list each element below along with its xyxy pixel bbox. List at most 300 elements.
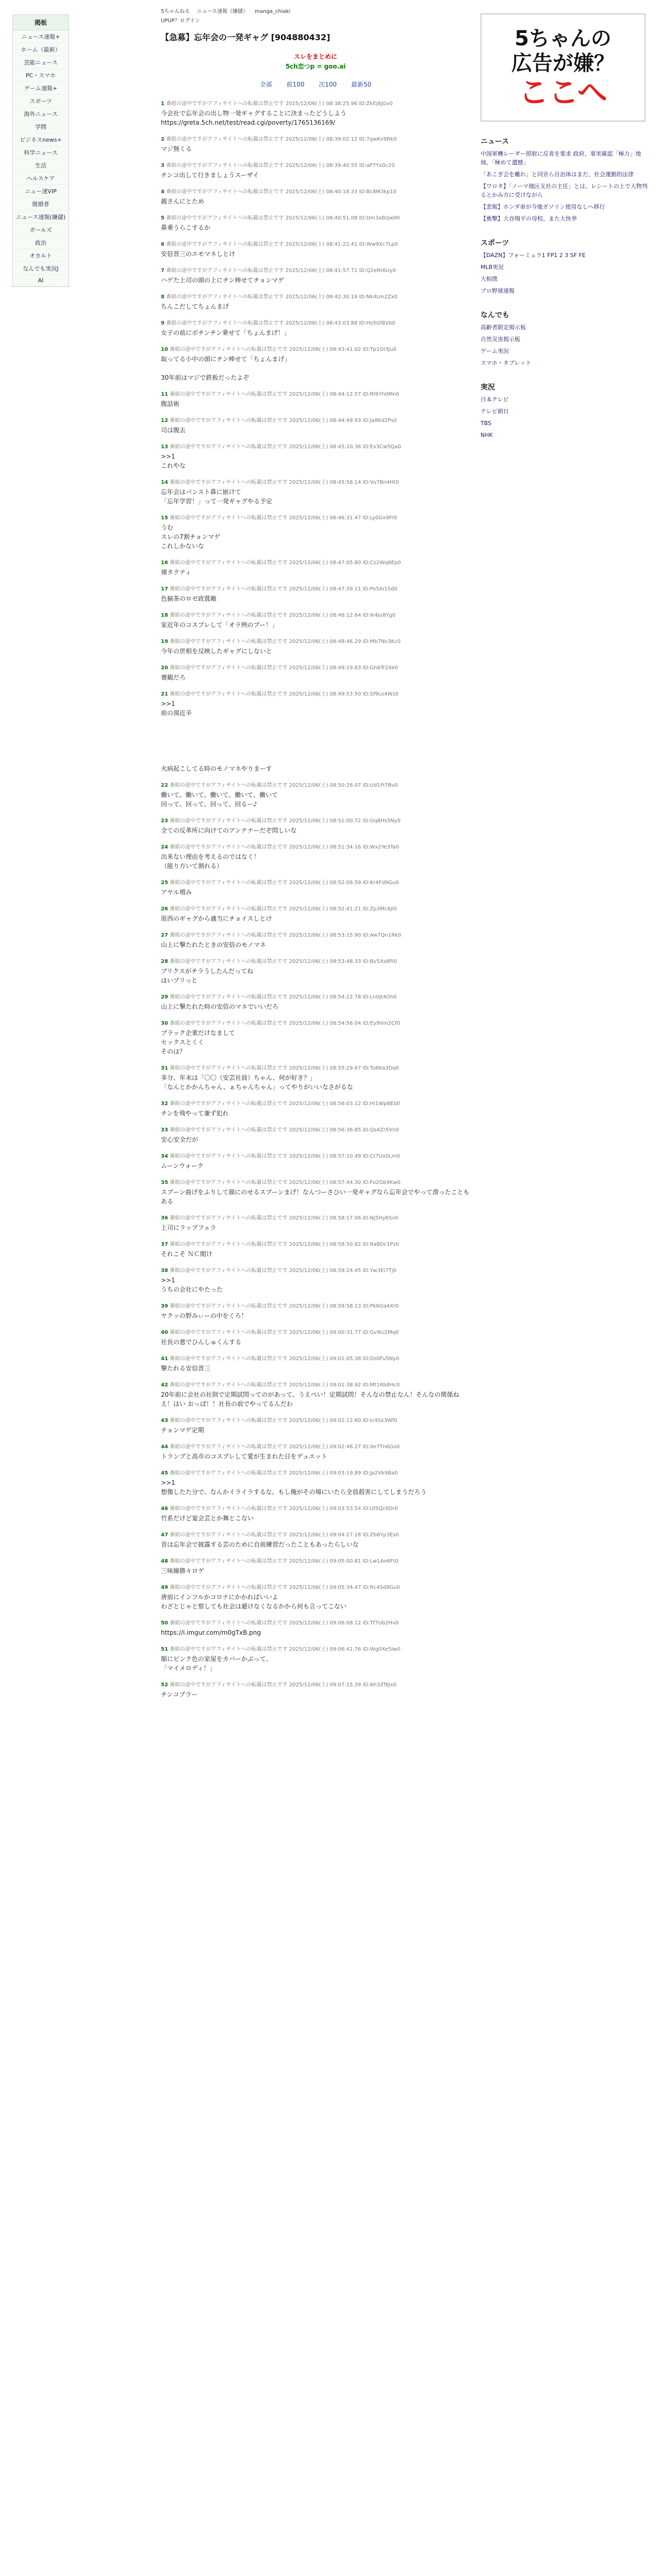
news-title: ニュース — [481, 138, 509, 146]
post — [161, 1680, 470, 1699]
news-item[interactable]: 中国軍機レーダー照射に反省を要求 政府、事実確認「極力」地域、「極めて遺憾」 — [481, 150, 641, 166]
breadcrumb — [161, 0, 470, 26]
sports-title: スポーツ — [481, 239, 509, 247]
post-name: 番組の途中ですがアフィサイトへの転載は禁止です — [170, 691, 288, 697]
post-number[interactable]: 5 — [161, 215, 164, 221]
sidebar-item[interactable]: ニュース速報+ — [13, 30, 69, 43]
nav-prev[interactable]: 前100 — [286, 81, 305, 88]
post-number[interactable]: 35 — [161, 1180, 168, 1185]
post — [161, 1618, 470, 1637]
post — [161, 904, 470, 923]
post — [161, 213, 470, 232]
post-body: 三味線勝々ロゲ — [161, 1567, 205, 1574]
post-name: 番組の途中ですがアフィサイトへの転載は禁止です — [166, 242, 284, 247]
breadcrumb-item[interactable]: 5ちゃんねる — [161, 9, 190, 14]
post — [161, 1213, 470, 1232]
post-number[interactable]: 43 — [161, 1418, 168, 1423]
post-name: 番組の途中ですがアフィサイトへの転載は禁止です — [166, 189, 284, 195]
post — [161, 266, 470, 285]
post-datetime: 2025/12/06(土) 08:53:15.90 ID:Aw7Qn1Rk0 — [289, 933, 402, 938]
post — [161, 1063, 470, 1092]
jikkyou-item[interactable]: TBS — [481, 420, 492, 427]
post-body: 上司にラップフェラ — [161, 1224, 217, 1231]
post-body: https://i.imgur.com/m0gTxB.png — [161, 1629, 261, 1636]
nav-latest[interactable]: 最新50 — [351, 81, 372, 88]
post-number[interactable]: 11 — [161, 392, 168, 397]
post-datetime: 2025/12/06(土) 08:46:31.47 ID:Ly0Gx9Fr0 — [289, 515, 397, 521]
post-name: 番組の途中ですがアフィサイトへの転載は禁止です — [170, 444, 288, 450]
post-name: 番組の途中ですがアフィサイトへの転載は禁止です — [170, 1127, 288, 1133]
post-number[interactable]: 18 — [161, 613, 168, 618]
post-body: 額にピンク色の家屋をカバーかぶって、 「マイメロディ！」 — [161, 1655, 272, 1672]
post-name: 番組の途中ですがアフィサイトへの転載は禁止です — [170, 560, 288, 566]
post-name: 番組の途中ですがアフィサイトへの転載は禁止です — [166, 215, 284, 221]
post-datetime: 2025/12/06(土) 08:45:58.14 ID:Vu7Bn4Ht0 — [289, 480, 399, 485]
post-body: 鼻乗うらこするか — [161, 224, 211, 231]
post-body: ムーンウォーク — [161, 1162, 204, 1170]
post-name: 番組の途中ですがアフィサイトへの転載は禁止です — [170, 1180, 288, 1185]
post-number[interactable]: 15 — [161, 515, 168, 521]
post-datetime: 2025/12/06(土) 09:03:19.89 ID:Jp2Vk9Ba0 — [289, 1470, 398, 1476]
post-datetime: 2025/12/06(土) 08:55:29.67 ID:Tu6Ka3Dq0 — [289, 1065, 399, 1071]
post-datetime: 2025/12/06(土) 08:40:51.08 ID:Dm3a8Qw00 — [285, 215, 400, 221]
post-name: 番組の途中ですがアフィサイトへの転載は禁止です — [170, 818, 288, 824]
post-number[interactable]: 30 — [161, 1021, 168, 1026]
post-number[interactable]: 25 — [161, 880, 168, 886]
jikkyou-item[interactable]: 日本テレビ — [481, 396, 509, 403]
post-body: 今年の世相を反映したギャグにしないと — [161, 648, 273, 655]
breadcrumb-item[interactable]: manga_chiaki — [255, 9, 291, 14]
post-name: 番組の途中ですがアフィサイトへの転載は禁止です — [170, 1154, 288, 1159]
post-name: 番組の途中ですがアフィサイトへの転載は禁止です — [170, 844, 288, 850]
post-meta — [161, 1063, 470, 1071]
summary-cta-sub[interactable]: 5ch恋つp = goo.ai — [285, 63, 346, 70]
post-meta — [161, 416, 470, 423]
post-datetime: 2025/12/06(土) 08:49:19.83 ID:Gh6Tr2Xe0 — [289, 665, 398, 671]
post-body: チョンマゲ定期 — [161, 1427, 204, 1434]
post-body: >>1 想像したた分で、なんかイライラするな。もし俺がその場にいたら全員殺害にしてしまうだろう — [161, 1479, 427, 1496]
post-meta — [161, 584, 470, 592]
post-name: 番組の途中ですがアフィサイトへの転載は禁止です — [170, 1558, 288, 1564]
post-number[interactable]: 34 — [161, 1154, 168, 1159]
post-number[interactable]: 2 — [161, 137, 164, 142]
post-body: >>1 これやな — [161, 453, 186, 469]
post — [161, 345, 470, 382]
post-body: マジ無くる — [161, 145, 192, 152]
sidebar-item[interactable]: スポーツ — [13, 95, 69, 108]
post-number[interactable]: 24 — [161, 844, 168, 850]
post-number[interactable]: 16 — [161, 560, 168, 566]
post-name: 番組の途中ですがアフィサイトへの転載は禁止です — [166, 163, 284, 168]
sidebar-item[interactable]: 既婚者 — [13, 198, 69, 211]
post — [161, 558, 470, 577]
post-number[interactable]: 27 — [161, 933, 168, 938]
post-meta — [161, 1178, 470, 1185]
thread-title: 【急募】忘年会の一発ギャグ [904880432] — [161, 32, 330, 42]
post-body: 社長の悪でひんしゅくんする — [161, 1338, 242, 1346]
post-meta — [161, 1583, 470, 1590]
post-datetime: 2025/12/06(土) 08:59:58.13 ID:Pk6Oa4Xr0 — [289, 1303, 399, 1309]
news-item[interactable]: 【ワロタ】「ノーマ地区支社の主任」とは、レシートの上で大物判るとかみ方に受けながら — [481, 183, 648, 198]
post-number[interactable]: 37 — [161, 1242, 168, 1247]
post-name: 番組の途中ですがアフィサイトへの転載は禁止です — [170, 418, 288, 423]
post-name: 番組の途中ですがアフィサイトへの転載は禁止です — [170, 586, 288, 592]
post-datetime: 2025/12/06(土) 08:47:39.11 ID:Po5Ai1Sd0 — [289, 586, 398, 592]
post-body: 出来ない理由を考えるのではなく！ （能り方いて割れる） — [161, 853, 260, 870]
post-body: チンコブラー — [161, 1691, 198, 1698]
post-name: 番組の途中ですがアフィサイトへの転載は禁止です — [170, 1021, 288, 1026]
post-body: 昔は忘年会で披露する芸のために自前練習だったこともあったらしいな — [161, 1541, 359, 1548]
post-body: 色揃茶のロゼ政賞敵 — [161, 595, 217, 602]
post-datetime: 2025/12/06(土) 09:01:38.92 ID:Mt1Rb8Hc0 — [289, 1382, 400, 1388]
post-number[interactable]: 41 — [161, 1356, 168, 1362]
post-body: うむ スレの7割チョンマゲ これしかないな — [161, 524, 221, 550]
post-name: 番組の途中ですがアフィサイトへの転載は禁止です — [170, 1506, 288, 1512]
sidebar-item[interactable]: なんでも実況J — [13, 262, 69, 275]
post-body: 忘年会はパンスト鼻に嵌けて 「忘年学習！」って一発ギャグやる予定 — [161, 488, 273, 505]
sidebar-item[interactable]: 海外ニュース — [13, 108, 69, 121]
post-datetime: 2025/12/06(土) 09:02:46.27 ID:Xe7Tn6Go0 — [289, 1444, 400, 1450]
post — [161, 930, 470, 950]
sidebar-item[interactable]: PC・スマホ — [13, 69, 69, 82]
post-datetime: 2025/12/06(土) 08:39:02.12 ID:7qwKv9Rk0 — [285, 137, 397, 142]
other-item[interactable]: ゲーム実況 — [481, 348, 509, 354]
post — [161, 1645, 470, 1673]
post-meta — [161, 1416, 470, 1423]
post-datetime: 2025/12/06(土) 08:56:03.12 ID:Hi1Wp8Eb0 — [289, 1101, 400, 1107]
post-meta — [161, 930, 470, 938]
post-datetime: 2025/12/06(土) 09:04:27.18 ID:Zb8Yp3Es0 — [289, 1532, 399, 1538]
post-body: 安心安全だが — [161, 1136, 198, 1143]
post-datetime: 2025/12/06(土) 08:50:26.07 ID:Ud1Pi7Bv0 — [289, 783, 398, 788]
post-number[interactable]: 46 — [161, 1506, 168, 1512]
post-name: 番組の途中ですがアフィサイトへの転載は禁止です — [170, 665, 288, 671]
post-name: 番組の途中ですがアフィサイトへの転載は禁止です — [170, 1242, 288, 1247]
post-body: 山上に撃たれた時の安倍のマネでいいだろ — [161, 1003, 279, 1010]
post — [161, 1380, 470, 1409]
post-number[interactable]: 14 — [161, 480, 168, 485]
post-body: >>1 前の湯近辛 火病起こしてる時のモノマネやりまーす — [161, 700, 272, 772]
post-number[interactable]: 50 — [161, 1620, 168, 1626]
post-number[interactable]: 51 — [161, 1647, 168, 1652]
post-name: 番組の途中ですがアフィサイトへの転載は禁止です — [166, 137, 284, 142]
post-datetime: 2025/12/06(土) 09:01:05.38 ID:Ds0Fu5Ny0 — [289, 1356, 400, 1362]
post-name: 番組の途中ですがアフィサイトへの転載は禁止です — [170, 1215, 288, 1221]
post-number[interactable]: 6 — [161, 242, 164, 247]
post-name: 番組の途中ですがアフィサイトへの転載は禁止です — [170, 515, 288, 521]
post — [161, 992, 470, 1011]
post-body: >>1 うちの会社にやたった — [161, 1277, 223, 1293]
post — [161, 781, 470, 809]
news-item[interactable]: 【悲報】ホンダ車が今後ガソリン使用なしへ移行 — [481, 204, 605, 210]
sidebar-item[interactable]: 政治 — [13, 236, 69, 249]
sports-item[interactable]: 大相撲 — [481, 276, 498, 282]
news-item[interactable]: 「あこぎ会を離れ」と同京ら自治体はまだ、社会運動的法律 — [481, 171, 634, 178]
post-meta — [161, 1301, 470, 1309]
post-number[interactable]: 42 — [161, 1382, 168, 1388]
post-number[interactable]: 23 — [161, 818, 168, 824]
sidebar-item[interactable]: ガールズ — [13, 224, 69, 236]
post-meta — [161, 689, 470, 697]
post-datetime: 2025/12/06(土) 08:47:05.80 ID:Cz2Wq6Ep0 — [289, 560, 401, 566]
post-number[interactable]: 22 — [161, 783, 168, 788]
post-name: 番組の途中ですがアフィサイトへの転載は禁止です — [170, 1356, 288, 1362]
post-number[interactable]: 38 — [161, 1268, 168, 1274]
post-datetime: 2025/12/06(土) 08:38:25.96 ID:ZkEj8JGv0 — [285, 101, 393, 107]
post-number[interactable]: 19 — [161, 639, 168, 645]
post-number[interactable]: 7 — [161, 268, 164, 274]
post-datetime: 2025/12/06(土) 09:02:12.60 ID:Ic4Sx3Wf0 — [289, 1418, 398, 1423]
post-meta — [161, 637, 470, 645]
login-link[interactable]: UPUP？ログイン — [161, 18, 201, 24]
post-datetime: 2025/12/06(土) 08:52:08.59 ID:Kr4Fd9Gu0 — [289, 880, 399, 886]
post — [161, 816, 470, 835]
post-name: 番組の途中ですがアフィサイトへの転載は禁止です — [170, 613, 288, 618]
post-body: 撃たれる安信晋三 — [161, 1365, 211, 1372]
post-body: ちんこだしてちょんまげ — [161, 303, 229, 310]
news-item[interactable]: 【衝撃】大谷翔平の母校、また大快挙 — [481, 215, 577, 222]
post-meta — [161, 1266, 470, 1274]
post-meta — [161, 957, 470, 964]
post — [161, 442, 470, 470]
nav-all[interactable]: 全部 — [259, 81, 272, 88]
post-datetime: 2025/12/06(土) 09:05:00.81 ID:Lw1Ao6Ft0 — [289, 1558, 399, 1564]
sidebar-item[interactable]: ニュー速VIP — [13, 185, 69, 198]
post — [161, 1019, 470, 1056]
post-datetime: 2025/12/06(土) 08:42:30.19 ID:Nk4Lm2Zx0 — [285, 294, 398, 300]
post — [161, 1125, 470, 1144]
post-meta — [161, 345, 470, 352]
post — [161, 1416, 470, 1435]
post-meta — [161, 781, 470, 788]
post — [161, 1266, 470, 1294]
post-name: 番組の途中ですがアフィサイトへの転載は禁止です — [166, 294, 284, 300]
post-datetime: 2025/12/06(土) 08:51:00.72 ID:Oq8Hs5Ny0 — [289, 818, 401, 824]
post-number[interactable]: 12 — [161, 418, 168, 423]
post-datetime: 2025/12/06(土) 09:07:15.39 ID:Ah3Zf8Jx0 — [289, 1682, 396, 1688]
post-meta — [161, 1380, 470, 1388]
post-meta — [161, 1442, 470, 1450]
post-datetime: 2025/12/06(土) 08:44:49.93 ID:Ja8Kd2Ps0 — [289, 418, 397, 423]
breadcrumb-item[interactable]: ニュース速報（嫌儲） — [196, 9, 249, 14]
post — [161, 99, 470, 127]
sidebar-item[interactable]: 学問 — [13, 121, 69, 133]
sidebar-item[interactable]: ホーム（最新） — [13, 43, 69, 56]
post-meta — [161, 558, 470, 566]
post-number[interactable]: 8 — [161, 294, 164, 300]
post-body: スプーン曲げをふりして顔にのせるスプーンまげ！なんつーさひい一発ギャグなら忘年会でやって滑ったこともある — [161, 1189, 470, 1205]
post — [161, 1583, 470, 1611]
post-datetime: 2025/12/06(土) 08:51:34.16 ID:Wx2Ye3Ta0 — [289, 844, 399, 850]
post-meta — [161, 1680, 470, 1688]
post — [161, 1354, 470, 1373]
post-body: 取ってる小中の頭にチン棒せて「ちょんまげ」 30年前はマジで鉄板だったよぞ — [161, 355, 291, 381]
post-meta — [161, 663, 470, 671]
sidebar-item[interactable]: 科学ニュース — [13, 146, 69, 159]
post-number[interactable]: 44 — [161, 1444, 168, 1450]
jikkyou-item[interactable]: NHK — [481, 432, 493, 438]
post-name: 番組の途中ですがアフィサイトへの転載は禁止です — [170, 347, 288, 352]
post — [161, 842, 470, 871]
post-meta — [161, 1645, 470, 1652]
jikkyou-item[interactable]: テレビ朝日 — [481, 408, 509, 415]
post-meta — [161, 1556, 470, 1564]
post-body: アヤル増み — [161, 889, 192, 896]
sports-item[interactable]: プロ野球速報 — [481, 287, 515, 294]
post-meta — [161, 99, 470, 107]
post — [161, 1099, 470, 1118]
jikkyou-title: 実況 — [481, 383, 495, 392]
post — [161, 389, 470, 409]
post-number[interactable]: 17 — [161, 586, 168, 592]
post-body: 家近年のコスプレして「オラ例のブー！」 — [161, 621, 278, 629]
post-body: それこそ ＮＣ閲け — [161, 1250, 212, 1258]
post-datetime: 2025/12/06(土) 08:43:41.02 ID:Tp1Oi3Ju0 — [289, 347, 396, 352]
ad-line-2: 広告が嫌？ — [511, 52, 615, 75]
post-name: 番組の途中ですがアフィサイトへの転載は禁止です — [170, 906, 288, 912]
post-name: 番組の途中ですがアフィサイトへの転載は禁止です — [170, 959, 288, 964]
post-meta — [161, 1099, 470, 1107]
post-name: 番組の途中ですがアフィサイトへの転載は禁止です — [170, 1444, 288, 1450]
sidebar-item[interactable]: ヘルスケア — [13, 172, 69, 185]
post-datetime: 2025/12/06(土) 08:54:22.78 ID:Ln0Jt4Oh0 — [289, 994, 397, 1000]
post-body: 20年前に会社の社則で定期試問ってのがあって、うえべい！定期試問！そんなの禁止なん！そんなの関係ねえ！はい おっぱ！！社長の前でやってるんだわ — [161, 1391, 459, 1408]
right-column — [481, 13, 648, 443]
post-meta — [161, 992, 470, 1000]
post-datetime: 2025/12/06(土) 08:39:40.55 ID:aP7Yx0c20 — [285, 163, 395, 168]
other-item[interactable]: 自然災害掲示板 — [481, 336, 520, 343]
sidebar-item[interactable]: ゲーム速報+ — [13, 82, 69, 95]
sidebar-item[interactable]: ビジネスnews+ — [13, 133, 69, 146]
post — [161, 161, 470, 180]
post-number[interactable]: 40 — [161, 1330, 168, 1335]
post-name: 番組の途中ですがアフィサイトへの転載は禁止です — [170, 880, 288, 886]
sidebar-item[interactable]: 芸能ニュース — [13, 56, 69, 69]
ad-banner[interactable] — [481, 13, 646, 122]
post-datetime: 2025/12/06(土) 08:41:57.72 ID:Q2eRt6Uy0 — [285, 268, 396, 274]
sidebar-item[interactable]: オカルト — [13, 249, 69, 262]
post-body: 山上に撃たれたときの安倍のモノマネ — [161, 941, 266, 948]
post-number[interactable]: 52 — [161, 1682, 168, 1688]
post-body: トランプと高市のコスプレして愛が生まれた日をデュエット — [161, 1453, 327, 1460]
post-body: 褒観だろ — [161, 674, 186, 681]
ad-line-3: ここへ — [519, 75, 607, 110]
post-number[interactable]: 33 — [161, 1127, 168, 1133]
post-number[interactable]: 29 — [161, 994, 168, 1000]
post-number[interactable]: 32 — [161, 1101, 168, 1107]
post-meta — [161, 842, 470, 850]
post-number[interactable]: 20 — [161, 665, 168, 671]
post-number[interactable]: 48 — [161, 1558, 168, 1564]
post-number[interactable]: 28 — [161, 959, 168, 964]
post-datetime: 2025/12/06(土) 08:59:24.45 ID:Yw3Ei7Tj0 — [289, 1268, 396, 1274]
post-meta — [161, 816, 470, 824]
post-number[interactable]: 47 — [161, 1532, 168, 1538]
other-item[interactable]: スマホ・タブレット — [481, 360, 532, 366]
sports-item[interactable]: MLB実況 — [481, 264, 504, 270]
post-name: 番組の途中ですがアフィサイトへの転載は禁止です — [170, 1382, 288, 1388]
post-number[interactable]: 26 — [161, 906, 168, 912]
post — [161, 1556, 470, 1575]
post-number[interactable]: 36 — [161, 1215, 168, 1221]
post-datetime: 2025/12/06(土) 08:53:48.33 ID:Bv5Xs8Pi0 — [289, 959, 397, 964]
post-datetime: 2025/12/06(土) 09:03:53.54 ID:Ul5Qc0Dr0 — [289, 1506, 398, 1512]
post-number[interactable]: 9 — [161, 320, 164, 326]
post-body: 親さんにとため — [161, 198, 205, 205]
post-meta — [161, 389, 470, 397]
post-number[interactable]: 4 — [161, 189, 164, 195]
post-datetime: 2025/12/06(土) 09:05:34.47 ID:Rc4Sd9Gu0 — [289, 1585, 400, 1590]
post — [161, 318, 470, 337]
post-number[interactable]: 49 — [161, 1585, 168, 1590]
post-body: 腹話術 — [161, 400, 180, 408]
summary-cta[interactable]: スレをまとめに — [293, 53, 337, 60]
post-number[interactable]: 10 — [161, 347, 168, 352]
post — [161, 1151, 470, 1171]
post — [161, 663, 470, 682]
post-number[interactable]: 45 — [161, 1470, 168, 1476]
post-meta — [161, 318, 470, 326]
post-datetime: 2025/12/06(土) 08:40:18.33 ID:Bc8M3kp10 — [285, 189, 397, 195]
post-datetime: 2025/12/06(土) 08:44:12.57 ID:Rf6Yh0Mn0 — [289, 392, 400, 397]
post — [161, 1504, 470, 1523]
sports-item[interactable]: 【DAZN】フォーミュラ1 FP1 2 3 SF FE — [481, 252, 586, 259]
sidebar-item[interactable]: AI — [13, 275, 69, 286]
post-name: 番組の途中ですがアフィサイトへの転載は禁止です — [166, 320, 284, 326]
post-datetime: 2025/12/06(土) 08:57:44.30 ID:Fo2Gb9Kw0 — [289, 1180, 401, 1185]
post-number[interactable]: 31 — [161, 1065, 168, 1071]
post-meta — [161, 442, 470, 450]
post — [161, 478, 470, 506]
post-meta — [161, 1618, 470, 1626]
post-body: ヤクッの野みぃーの中をくろ！ — [161, 1312, 247, 1319]
post-name: 番組の途中ですがアフィサイトへの転載は禁止です — [170, 1470, 288, 1476]
nav-next[interactable]: 次100 — [319, 81, 337, 88]
post-body: ハゲた上司の頭の上にチン棒せてチョンマゲ — [161, 277, 285, 284]
post-number[interactable]: 21 — [161, 691, 168, 697]
post-datetime: 2025/12/06(土) 08:54:56.04 ID:Ey9Vm2Cf0 — [289, 1021, 400, 1026]
post-datetime: 2025/12/06(土) 08:56:36.85 ID:Qs4Zr5Vn0 — [289, 1127, 399, 1133]
post — [161, 240, 470, 259]
post-body: ブラック企業だけなまして セックスとくく そのは？ — [161, 1029, 235, 1055]
sidebar-item[interactable]: ニュース速報(嫌儲) — [13, 211, 69, 224]
other-title: なんでも — [481, 311, 509, 319]
post-meta — [161, 292, 470, 300]
post-number[interactable]: 3 — [161, 163, 164, 168]
post-number[interactable]: 13 — [161, 444, 168, 450]
post — [161, 134, 470, 154]
post — [161, 1468, 470, 1497]
post-number[interactable]: 39 — [161, 1303, 168, 1309]
post-datetime: 2025/12/06(土) 09:00:31.77 ID:Gv9Li2Mq0 — [289, 1330, 399, 1335]
post-meta — [161, 904, 470, 912]
post-meta — [161, 213, 470, 221]
post-name: 番組の途中ですがアフィサイトへの転載は禁止です — [170, 994, 288, 1000]
sidebar-item[interactable]: 生活 — [13, 159, 69, 172]
post — [161, 689, 470, 773]
other-item[interactable]: 高齢者限定掲示板 — [481, 324, 526, 331]
post-name: 番組の途中ですがアフィサイトへの転載は禁止です — [170, 933, 288, 938]
post — [161, 513, 470, 551]
post-number[interactable]: 1 — [161, 101, 164, 107]
post-name: 番組の途中ですがアフィサイトへの転載は禁止です — [170, 1418, 288, 1423]
post-meta — [161, 1213, 470, 1221]
post — [161, 1301, 470, 1320]
post-name: 番組の途中ですがアフィサイトへの転載は禁止です — [170, 1101, 288, 1107]
post-name: 番組の途中ですがアフィサイトへの転載は禁止です — [170, 1303, 288, 1309]
post-name: 番組の途中ですがアフィサイトへの転載は禁止です — [170, 1268, 288, 1274]
post-datetime: 2025/12/06(土) 08:49:53.50 ID:Sf9Lo4Wz0 — [289, 691, 399, 697]
